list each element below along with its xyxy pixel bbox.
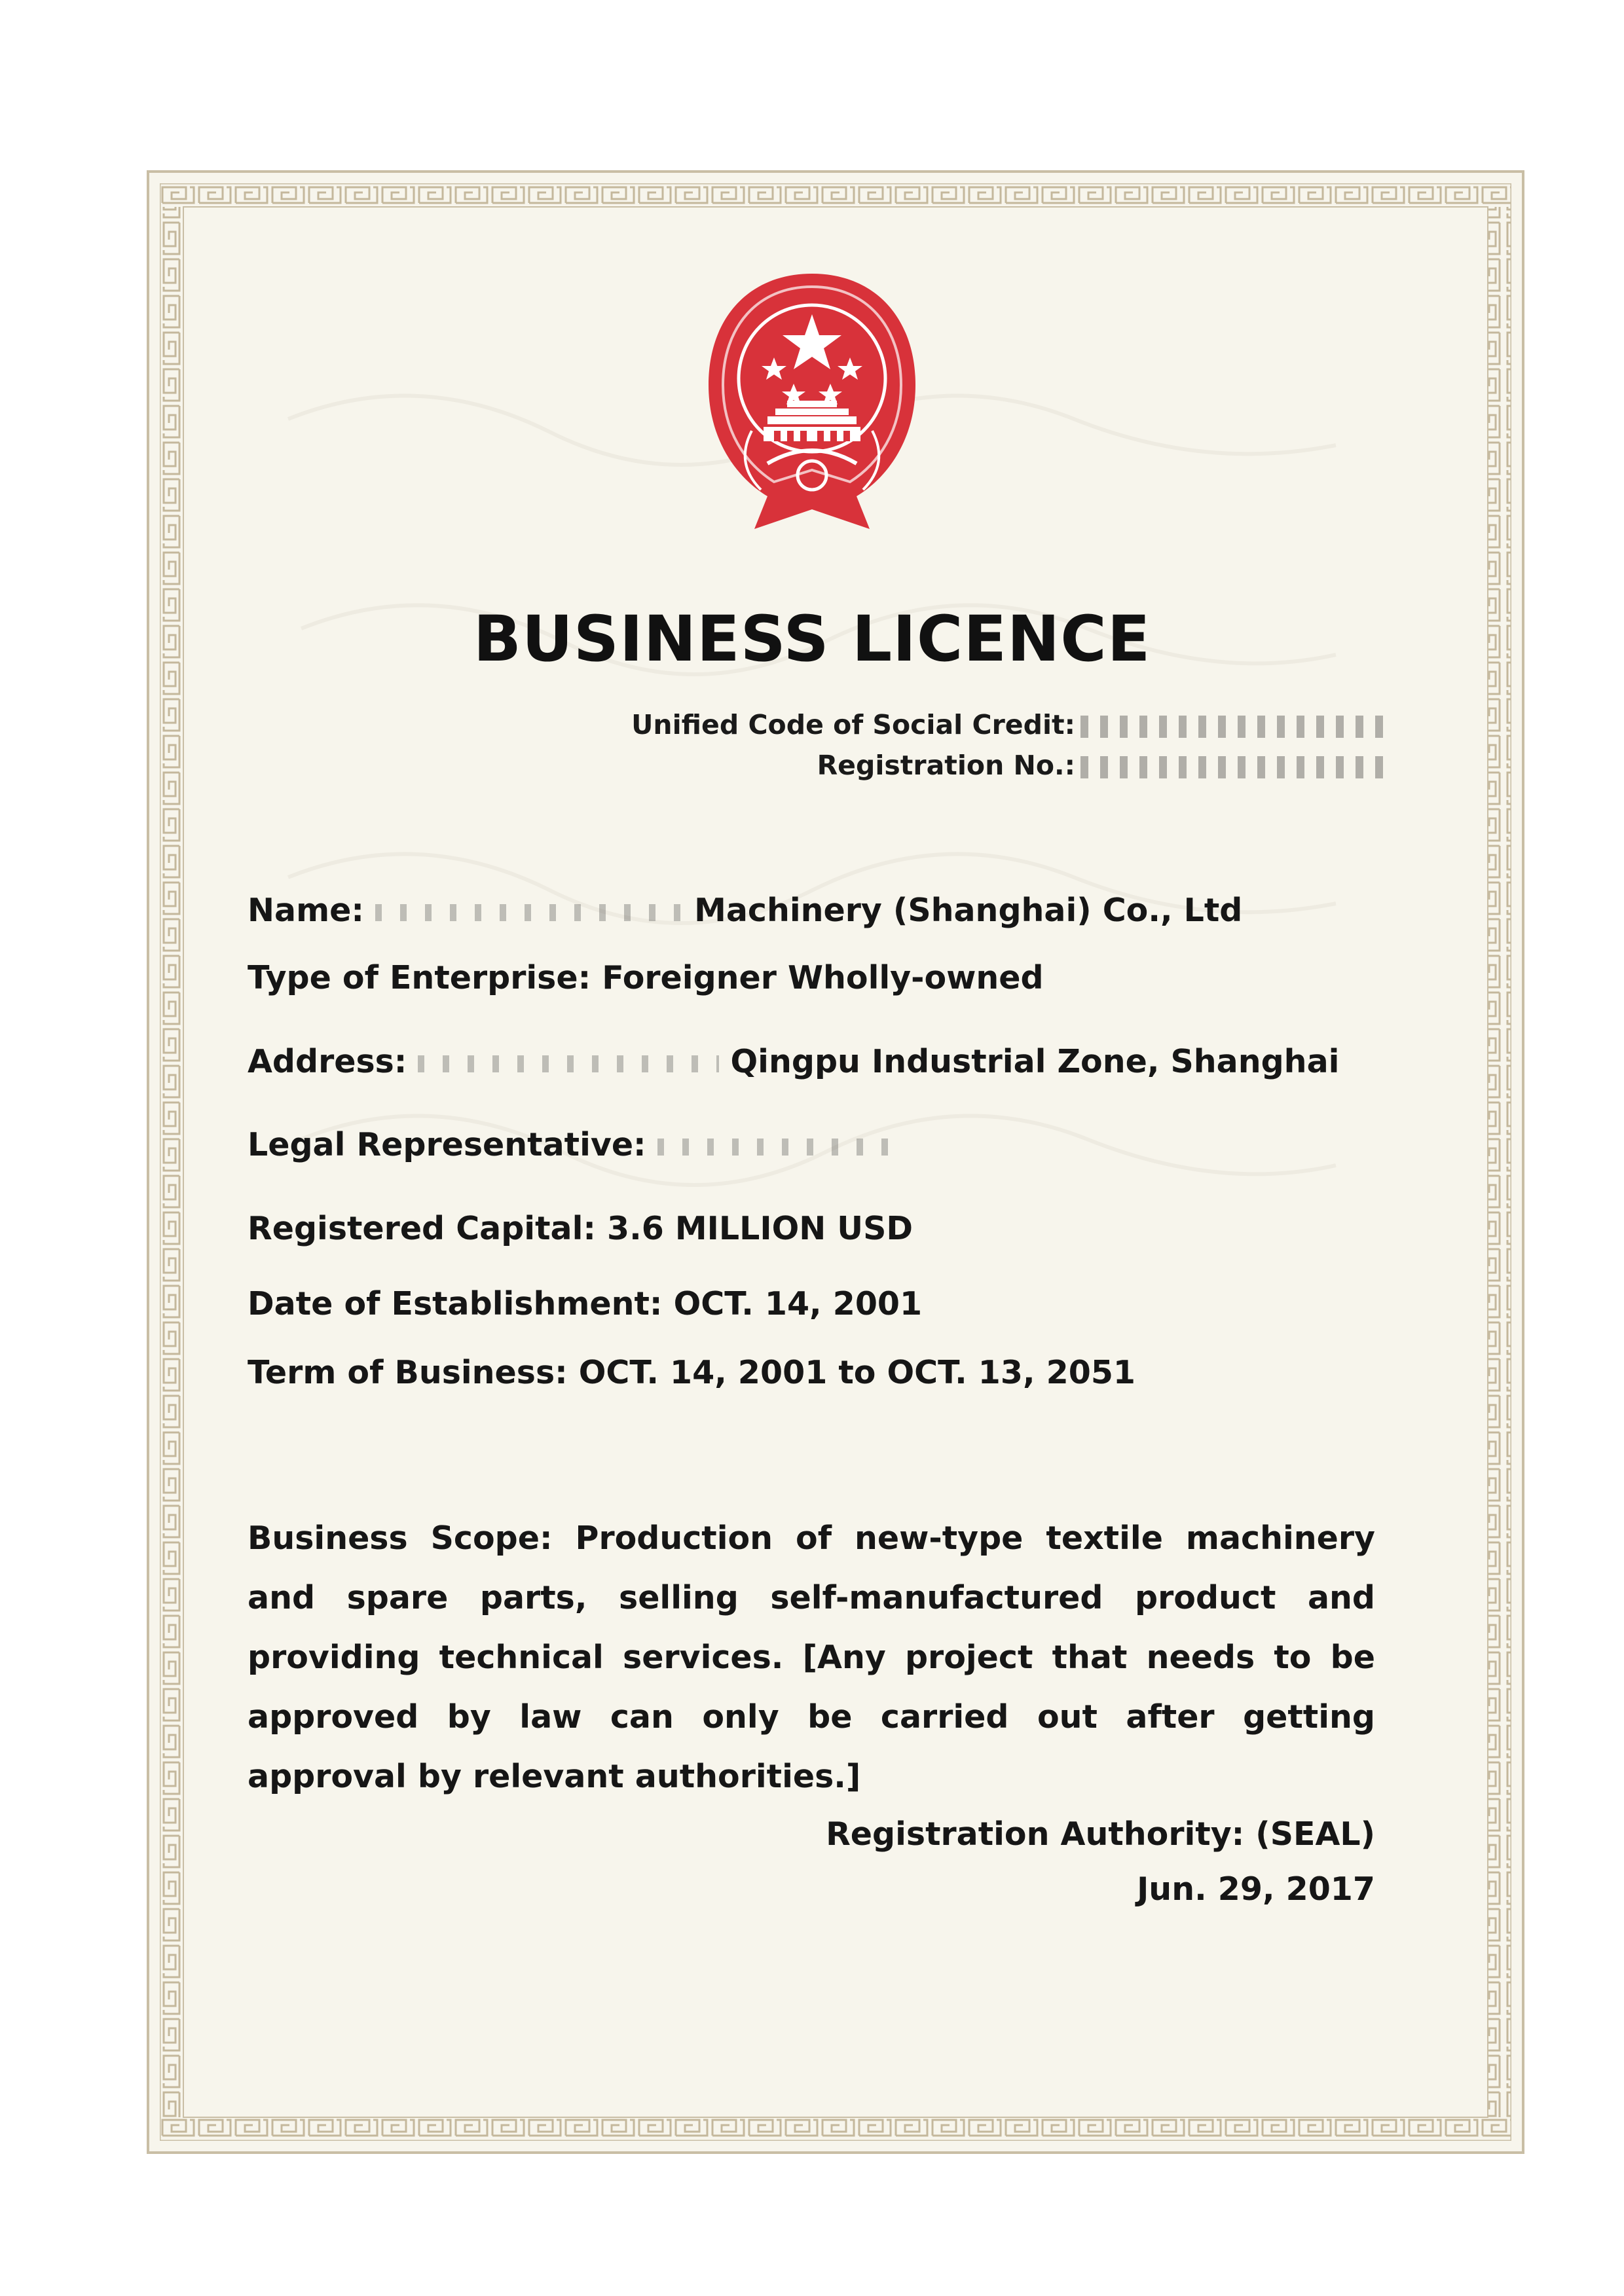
type-value: Foreigner Wholly-owned [602,959,1044,996]
registration-authority: Registration Authority: (SEAL) [826,1815,1375,1853]
name-value: Machinery (Shanghai) Co., Ltd [694,892,1243,929]
type-label: Type of Enterprise: [248,959,591,996]
name-field [248,892,1242,929]
registration-codes [631,704,1388,786]
name-label: Name: [248,892,364,929]
redacted-address [418,1055,719,1072]
address-field [248,1043,1339,1080]
capital-label: Registered Capital: [248,1210,596,1247]
capital-field [248,1210,913,1247]
address-label: Address: [248,1043,407,1080]
redacted-legal-representative [657,1139,893,1156]
redacted-registration-no [1080,756,1388,778]
redacted-unified-code [1080,716,1388,738]
unified-code-line [631,704,1388,745]
legal-representative-label: Legal Representative: [248,1126,646,1163]
establishment-label: Date of Establishment: [248,1285,663,1322]
national-emblem-icon [689,267,935,542]
term-field [248,1354,1135,1391]
type-field [248,959,1044,996]
term-value: OCT. 14, 2001 to OCT. 13, 2051 [578,1354,1136,1391]
capital-value: 3.6 MILLION USD [607,1210,913,1247]
business-scope: Business Scope: Production of new-type textile machinery and spare parts, selling self-manufactured product and providing technical services. [Any project that needs to be approved by law can only be carried out after getting approval by relevant authorities.] [248,1520,1375,1795]
issue-date: Jun. 29, 2017 [1137,1870,1375,1908]
establishment-value: OCT. 14, 2001 [673,1285,923,1322]
address-value: Qingpu Industrial Zone, Shanghai [730,1043,1340,1080]
term-label: Term of Business: [248,1354,568,1391]
legal-representative-field [248,1126,893,1163]
document-title: BUSINESS LICENCE [473,602,1151,676]
redacted-name [375,904,683,921]
registration-no-label: Registration No.: [817,750,1075,781]
registration-authority-block [826,1807,1375,1917]
establishment-field [248,1285,922,1322]
registration-no-line [631,745,1388,786]
unified-code-label: Unified Code of Social Credit: [631,709,1075,740]
